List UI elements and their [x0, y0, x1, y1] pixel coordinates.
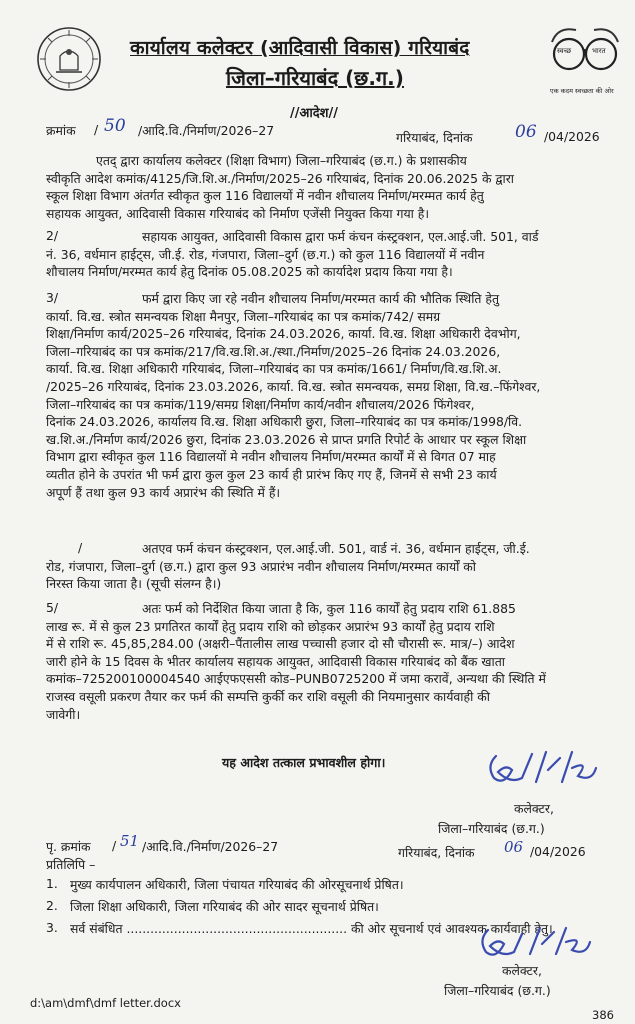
logo-text-left: स्वच्छ: [557, 47, 572, 55]
order-number-label: क्रमांक: [46, 123, 76, 138]
paragraph-line: रोड, गंजपारा, जिला–दुर्ग (छ.ग.) द्वारा कुल 93 अप्रारंभ नवीन शौचालय निर्माण/मरम्मत कार्यों को: [46, 558, 476, 574]
office-heading: कार्यालय कलेक्टर (आदिवासी विकास) गरियाबंद: [130, 37, 470, 59]
paragraph-line: अतः फर्म को निर्देशित किया जाता है कि, कुल 116 कार्यों हेतु प्रदाय राशि 61.885: [142, 601, 516, 616]
copy-item-text: जिला शिक्षा अधिकारी, जिला गरियाबंद की ओर सादर सूचनार्थ प्रेषित।: [70, 899, 379, 914]
order-reference: /आदि.वि./निर्माण/2026–27: [138, 123, 275, 138]
copy-item-text: मुख्य कार्यपालन अधिकारी, जिला पंचायत गरियाबंद की ओरसूचनार्थ प्रेषित।: [70, 877, 404, 892]
paragraph-line: जावेगी।: [46, 706, 81, 722]
paragraph-line: लाख रू. में से कुल 23 प्रगतिरत कार्यों हेतु प्रदाय राशि को छोड़कर अप्रारंभ 93 कार्यों हेतु प्रदाय राशि: [46, 618, 495, 634]
effective-statement: यह आदेश तत्काल प्रभावशील होगा।: [222, 755, 386, 770]
order-month-year: /04/2026: [544, 129, 600, 144]
paragraph-line: अपूर्ण हैं तथा कुल 93 कार्य अप्रारंभ की स्थिति में हैं।: [46, 484, 281, 500]
paragraph-number: /: [78, 540, 83, 555]
document-page: कार्यालय कलेक्टर (आदिवासी विकास) गरियाबंद जिला–गरियाबंद (छ.ग.) स्वच्छ भारत एक कदम स्वच्छता की ओर //आदेश// क्रमांक / 50 /आदि.वि./निर्माण/2026–27 गरियाबंद, दिनांक 06 /04/2026 एतद् द्वारा कार्यालय कलेक्टर (शिक्षा विभाग) जिला–गरियाबंद (छ.ग.) के प्रशासकीय स्वीकृति आदेश कमांक/4125/जि.शि.अ./निर्माण/2025–26 गरियाबंद, दिनांक 20.06.2025 के द्वारा स्कूल शिक्षा विभाग अंतर्गत स्वीकृत कुल 116 विद्यालयों में नवीन शौचालय निर्माण/मरम्मत कार्य हेतु सहायक आयुक्त, आदिवासी विकास गरियाबंद को निर्माण एजेंसी नियुक्त किया गया है। 2/ सहायक आयुक्त, आदिवासी विकास द्वारा फर्म कंचन कंस्ट्रक्शन, एल.आई.जी. 501, वार्ड नं. 36, वर्धमान हाईट्स, जी.ई. रोड, गंजपारा, जिला–दुर्ग (छ.ग.) को कुल 116 विद्यालयों में नवीन शौचालय निर्माण/मरम्मत कार्य हेतु दिनांक 05.08.2025 को कार्यादेश प्रदाय किया गया है। 3/ फर्म द्वारा किए जा रहे नवीन शौचालय निर्माण/मरम्मत कार्य की भौतिक स्थिति हेतु कार्या. वि.ख. स्त्रोत समन्वयक शिक्षा मैनपुर, जिला–गरियाबंद का पत्र कमांक/742/ समग्र शिक्षा/निर्माण कार्य/2025–26 गरियाबंद, दिनांक 24.03.2026, कार्या. वि.ख. शिक्षा अधिकारी देवभोग, जिला–गरियाबंद का पत्र कमांक/217/वि.ख.शि.अ./स्था./निर्माण/2025–26 दिनांक 24.03.2026, कार्या. वि.ख. शिक्षा अधिकारी गरियाबंद, जिला–गरियाबंद का पत्र कमांक/1661/ निर्माण/वि.ख.शि.अ. /2025–26 गरियाबंद, दिनांक 23.03.2026, कार्या. वि.ख. स्त्रोत समन्वयक, समग्र शिक्षा, वि.ख.–फिंगेश्वर, जिला–गरियाबंद का पत्र कमांक/119/समग्र शिक्षा/निर्माण कार्य/नवीन शौचालय/2026 फिंगेश्वर, दिनांक 24.03.2026, कार्यालय वि.ख. शिक्षा अधिकारी छुरा, जिला–गरियाबंद का पत्र कमांक/1998/वि. ख.शि.अ./निर्माण कार्य/2026 छुरा, दिनांक 23.03.2026 से प्राप्त प्रगति रिपोर्ट के आधार पर स्कूल शिक्षा विभाग द्वारा स्वीकृत कुल 116 विद्यालयों मे नवीन शौचालय निर्माण/मरम्मत कार्यों में से विगत 07 माह व्यतीत होने के उपरांत भी फर्म द्वारा कुल कुल 23 कार्य ही प्रारंभ किए गए हैं, जिनमें से सभी 23 कार्य अपूर्ण हैं तथा कुल 93 कार्य अप्रारंभ की स्थिति में हैं। / अतएव फर्म कंचन कंस्ट्रक्शन, एल.आई.जी. 501, वार्ड नं. 36, वर्धमान हाईट्स, जी.ई. रोड, गंजपारा, जिला–दुर्ग (छ.ग.) द्वारा कुल 93 अप्रारंभ नवीन शौचालय निर्माण/मरम्मत कार्यों को निरस्त किया जाता है। (सूची संलग्न है।) 5/ अतः फर्म को निर्देशित किया जाता है कि, कुल 116 कार्यों हेतु प्रदाय राशि 61.885 लाख रू. में से कुल 23 प्रगतिरत कार्यों हेतु प्रदाय राशि को छोड़कर अप्रारंभ 93 कार्यों हेतु प्रदाय राशि में से राशि रू. 45,85,284.00 (अक्षरी–पैंतालीस लाख पच्चासी हजार दो सौ चौरासी रू. मात्र/–) आदेश जारी होने के 15 दिवस के भीतर कार्यालय सहायक आयुक्त, आदिवासी विकास गरियाबंद को बैंक खाता कमांक–725200100004540 आईएफएससी कोड–PUNB0725200 में जमा करावें, अन्यथा की स्थिति में राजस्व वसूली प्रकरण तैयार कर फर्म की सम्पत्ति कुर्की कर राशि वसूली की नियमानुसार कार्यवाही की जावेगी। यह आदेश तत्काल प्रभावशील होगा। कलेक्टर, जिला–गरियाबंद (छ.ग.) पृ. क्रमांक / 51 /आदि.वि./निर्माण/2026–27 गरियाबंद, दिनांक 06 /04/2026 प्रतिलिपि – 1. मुख्य कार्यपालन अधिकारी, जिला पंचायत गरियाबंद की ओरसूचनार्थ प्रेषित। 2. जिला शिक्षा अधिकारी, जिला गरियाबंद की ओर सादर सूचनार्थ प्रेषित। 3. सर्व संबंधित ........................................................ की ओर सूचनार्थ एवं आवश्यक कार्यवाही हेतु। कलेक्टर, जिला–गरियाबंद (छ.ग.) d:\am\dmf\dmf letter.docx 386: [0, 0, 635, 1024]
paragraph-line: जारी होने के 15 दिवस के भीतर कार्यालय सहायक आयुक्त, आदिवासी विकास गरियाबंद को बैंक खाता: [46, 653, 505, 669]
paragraph-line: नं. 36, वर्धमान हाईट्स, जी.ई. रोड, गंजपारा, जिला–दुर्ग (छ.ग.) को कुल 116 विद्यालयों में नवीन: [46, 246, 485, 262]
copy-number-label: पृ. क्रमांक: [46, 839, 91, 854]
order-place-date-label: गरियाबंद, दिनांक: [396, 130, 473, 145]
paragraph-line: कमांक–725200100004540 आईएफएससी कोड–PUNB0725200 में जमा करावें, अन्यथा की स्थिति में: [46, 671, 546, 687]
copy-to-heading: प्रतिलिपि –: [46, 857, 96, 872]
paragraph-number: 3/: [46, 290, 59, 305]
paragraph-line: ख.शि.अ./निर्माण कार्य/2026 छुरा, दिनांक 23.03.2026 से प्राप्त प्रगति रिपोर्ट के आधार पर स्कूल शिक्षा: [46, 431, 527, 447]
paragraph-line: व्यतीत होने के उपरांत भी फर्म द्वारा कुल कुल 23 कार्य ही प्रारंभ किए गए हैं, जिनमें से सभी 23 कार्य: [46, 466, 497, 482]
paragraph-line: दिनांक 24.03.2026, कार्यालय वि.ख. शिक्षा अधिकारी छुरा, जिला–गरियाबंद का पत्र कमांक/1998/वि.: [46, 414, 523, 430]
logo-text-right: भारत: [592, 47, 606, 55]
paragraph-line: विभाग द्वारा स्वीकृत कुल 116 विद्यालयों मे नवीन शौचालय निर्माण/मरम्मत कार्यों में से विगत 07 माह: [46, 449, 496, 465]
copy-place-date-label: गरियाबंद, दिनांक: [398, 845, 475, 860]
paragraph-line: अतएव फर्म कंचन कंस्ट्रक्शन, एल.आई.जी. 501, वार्ड नं. 36, वर्धमान हाईट्स, जी.ई.: [142, 541, 530, 556]
signature-1-place: जिला–गरियाबंद (छ.ग.): [438, 821, 545, 836]
paragraph-number: 2/: [46, 228, 59, 243]
swachh-bharat-logo: [548, 20, 622, 110]
paragraph-line: जिला–गरियाबंद का पत्र कमांक/119/समग्र शिक्षा/निर्माण कार्य/नवीन शौचालय/2026 फिंगेश्वर,: [46, 396, 475, 412]
paragraph-number: 5/: [46, 600, 59, 615]
order-number-handwritten: 50: [104, 116, 126, 136]
copy-item-text: सर्व संबंधित ........................................................ की ओर सूचनार्थ एवं आवश्यक कार्यवाही हेतु।: [70, 921, 553, 936]
paragraph-line: राजस्व वसूली प्रकरण तैयार कर फर्म की सम्पत्ति कुर्की कर राशि वसूली की नियमानुसार कार्यवाही की: [46, 688, 490, 704]
paragraph-1: [46, 152, 614, 222]
paragraph-3: [46, 290, 614, 501]
paragraph-line: शिक्षा/निर्माण कार्य/2025–26 गरियाबंद, दिनांक 24.03.2026, कार्या. वि.ख. शिक्षा अधिकारी देवभोग,: [46, 326, 521, 342]
paragraph-line: एतद् द्वारा कार्यालय कलेक्टर (शिक्षा विभाग) जिला–गरियाबंद (छ.ग.) के प्रशासकीय: [96, 153, 467, 168]
signature-1: [482, 742, 600, 794]
copy-item-number: 1.: [46, 876, 58, 891]
copy-item-number: 3.: [46, 920, 58, 935]
paragraph-4: [46, 540, 614, 593]
paragraph-line: फर्म द्वारा किए जा रहे नवीन शौचालय निर्माण/मरम्मत कार्य की भौतिक स्थिति हेतु: [142, 291, 500, 306]
paragraph-line: कार्या. वि.ख. शिक्षा अधिकारी गरियाबंद, जिला–गरियाबंद का पत्र कमांक/1661/ निर्माण/वि.ख.शि.अ.: [46, 361, 502, 377]
logo-caption: एक कदम स्वच्छता की ओर: [550, 87, 614, 95]
signature-1-title: कलेक्टर,: [514, 801, 554, 816]
paragraph-line: स्कूल शिक्षा विभाग अंतर्गत स्वीकृत कुल 116 विद्यालयों में नवीन शौचालय निर्माण/मरम्मत कार्य हेतु: [46, 188, 484, 204]
paragraph-line: /2025–26 गरियाबंद, दिनांक 23.03.2026, कार्या. वि.ख. स्त्रोत समन्वयक, समग्र शिक्षा, वि.ख.–फिंगेश्वर,: [46, 378, 541, 394]
state-emblem-icon: [36, 26, 102, 92]
signature-2-place: जिला–गरियाबंद (छ.ग.): [444, 983, 551, 998]
paragraph-line: शौचालय निर्माण/मरम्मत कार्य हेतु दिनांक 05.08.2025 को कार्यादेश प्रदाय किया गया है।: [46, 264, 453, 280]
copy-reference: /आदि.वि./निर्माण/2026–27: [142, 839, 279, 854]
signature-2: [474, 918, 594, 966]
order-day-handwritten: 06: [515, 122, 537, 142]
copy-item-number: 2.: [46, 898, 58, 913]
paragraph-line: सहायक आयुक्त, आदिवासी विकास द्वारा फर्म कंचन कंस्ट्रक्शन, एल.आई.जी. 501, वार्ड: [142, 229, 539, 244]
paragraph-line: सहायक आयुक्त, आदिवासी विकास गरियाबंद को निर्माण एजेंसी नियुक्त किया गया है।: [46, 205, 430, 221]
signature-2-title: कलेक्टर,: [502, 963, 542, 978]
paragraph-5: [46, 600, 614, 723]
page-number: 386: [592, 1008, 614, 1022]
paragraph-line: कार्या. वि.ख. स्त्रोत समन्वयक शिक्षा मैनपुर, जिला–गरियाबंद का पत्र कमांक/742/ समग्र: [46, 308, 441, 324]
copy-number-handwritten: 51: [120, 832, 140, 850]
district-heading: जिला–गरियाबंद (छ.ग.): [226, 66, 404, 90]
paragraph-line: निरस्त किया जाता है। (सूची संलग्न है।): [46, 576, 222, 592]
paragraph-line: जिला–गरियाबंद का पत्र कमांक/217/वि.ख.शि.अ./स्था./निर्माण/2025–26 दिनांक 24.03.2026,: [46, 343, 501, 359]
copy-day-handwritten: 06: [504, 838, 524, 856]
paragraph-2: [46, 228, 614, 281]
order-title: //आदेश//: [290, 106, 339, 121]
copy-month-year: /04/2026: [530, 844, 586, 859]
file-path: d:\am\dmf\dmf letter.docx: [30, 996, 181, 1010]
paragraph-line: स्वीकृति आदेश कमांक/4125/जि.शि.अ./निर्माण/2025–26 गरियाबंद, दिनांक 20.06.2025 के द्वारा: [46, 170, 515, 186]
paragraph-line: में से राशि रू. 45,85,284.00 (अक्षरी–पैंतालीस लाख पच्चासी हजार दो सौ चौरासी रू. मात्र/–) आदेश: [46, 636, 515, 652]
